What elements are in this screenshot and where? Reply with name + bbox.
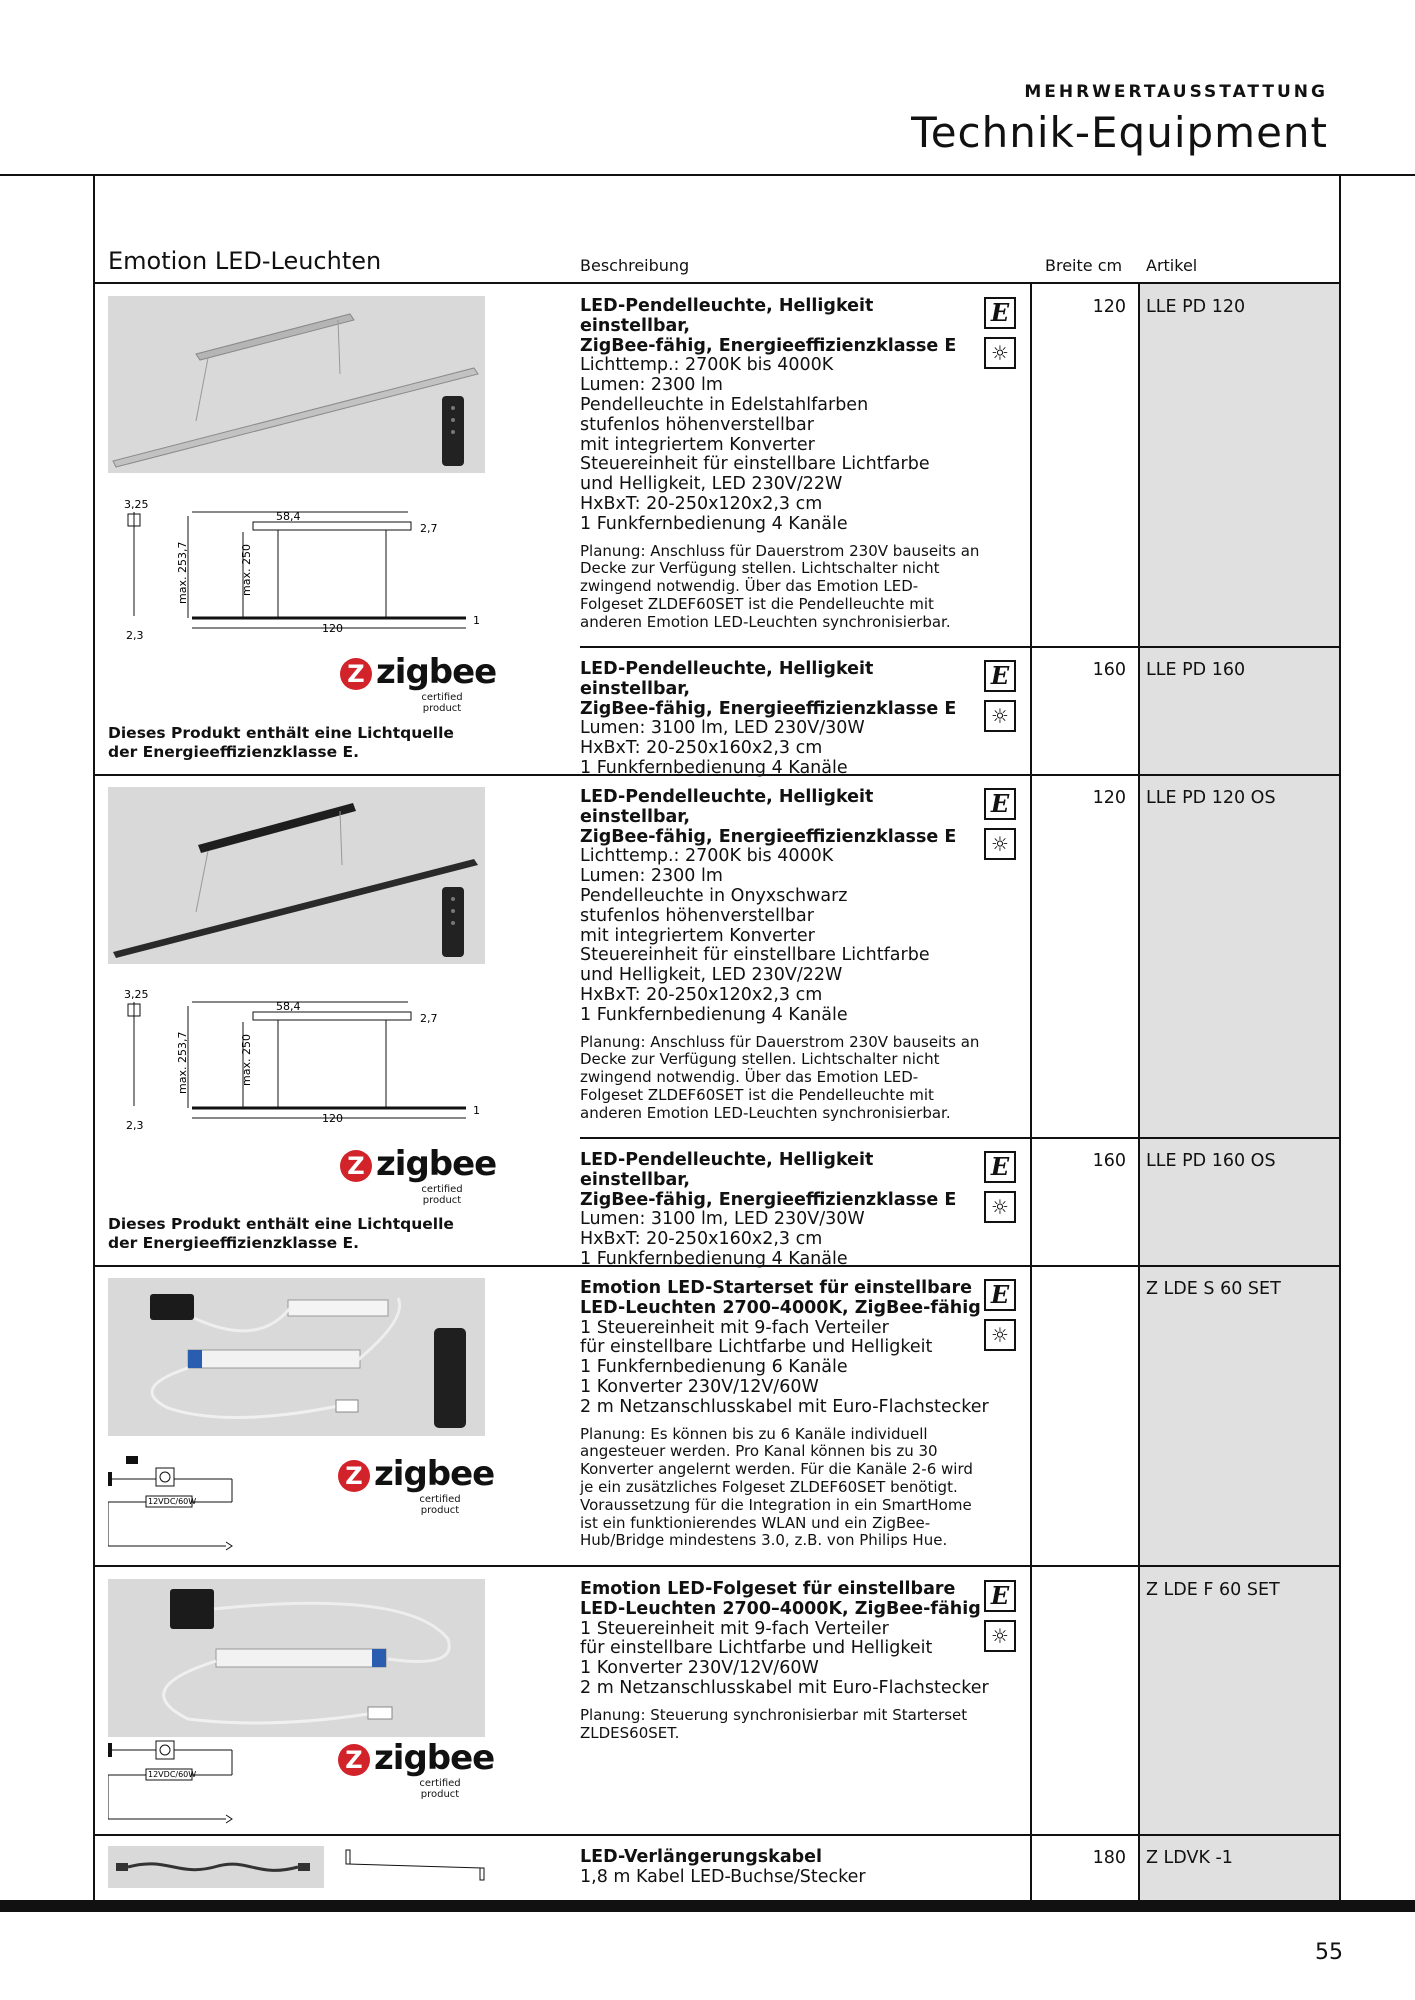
pendant-light-photo (108, 296, 485, 473)
col-header-description: Beschreibung (580, 256, 690, 275)
product-description: LED-Pendelleuchte, Helligkeit einstellbar, ZigBee-fähig, Energieeffizienzklasse E Lichttemp.: 2700K bis 4000K Lumen: 2300 lm Pendelleuchte in Onyxschwarz stufenlos höhenverstellbar mit integriertem Konverter Steuereinheit für einstellbare Lichtfarbe und Helligkeit, LED 230V/22W HxBxT: 20-250x120x2,3 cm 1 Funkfernbedienung 4 Kanäle Planung: Anschluss für Dauerstrom 230V bauseits an Decke zur Verfügung stellen. Lichtschalter nicht zwingend notwendig. Über das Emotion LED-Folgeset ZLDEF60SET ist die Pendelleuchte mit anderen Emotion LED-Leuchten synchronisierbar. (580, 787, 980, 1122)
energy-label-icon: E (984, 1279, 1016, 1311)
article-number: LLE PD 160 OS (1146, 1151, 1276, 1171)
wiring-diagram (108, 1737, 248, 1827)
article-number: Z LDE S 60 SET (1146, 1279, 1281, 1299)
page-title: Technik-Equipment (911, 108, 1328, 157)
light-source-icon: ☼ (984, 828, 1016, 860)
width-value: 160 (1092, 660, 1126, 680)
product-description: Emotion LED-Starterset für einstellbare LED-Leuchten 2700–4000K, ZigBee-fähig 1 Steuereinheit mit 9-fach Verteiler für einstellbare Lichtfarbe und Helligkeit 1 Funkfernbedienung 6 Kanäle 1 Konverter 230V/12V/60W 2 m Netzanschlusskabel mit Euro-Flachstecker Planung: Es können bis zu 6 Kanäle individuell angesteuer werden. Pro Kanal können bis zu 30 Konverter angelernt werden. Für die Kanäle 2-6 wird je ein zusätzliches Folgeset ZLDEF60SET benötigt. Voraussetzung für die Integration in ein SmartHome ist ein funktionierendes WLAN und ein ZigBee-Hub/Bridge mindestens 3.0, z.B. von Philips Hue. (580, 1278, 989, 1550)
zigbee-logo: Z zigbee (338, 1454, 494, 1494)
light-source-icon: ☼ (984, 337, 1016, 369)
zigbee-logo: Z zigbee (340, 652, 496, 692)
light-source-icon: ☼ (984, 1319, 1016, 1351)
light-source-icon: ☼ (984, 700, 1016, 732)
svg-text:3,25: 3,25 (124, 988, 149, 1001)
row-separator (580, 1137, 1340, 1139)
svg-text:max. 250: max. 250 (240, 1034, 253, 1086)
product-description: LED-Pendelleuchte, Helligkeit einstellbar, ZigBee-fähig, Energieeffizienzklasse E Lumen: 3100 lm, LED 230V/30W HxBxT: 20-250x160x2,3 cm 1 Funkfernbedienung 4 Kanäle (580, 659, 957, 778)
cable-drawing (342, 1848, 492, 1888)
light-source-icon: ☼ (984, 1191, 1016, 1223)
pendant-light-photo-black (108, 787, 485, 964)
energy-efficiency-note: Dieses Produkt enthält eine Lichtquelle der Energieeffizienzklasse E. (108, 724, 454, 761)
folgeset-photo (108, 1579, 485, 1737)
row-separator (93, 1834, 1341, 1836)
product-description: Emotion LED-Folgeset für einstellbare LED-Leuchten 2700–4000K, ZigBee-fähig 1 Steuereinheit mit 9-fach Verteiler für einstellbare Lichtfarbe und Helligkeit 1 Konverter 230V/12V/60W 2 m Netzanschlusskabel mit Euro-Flachstecker Planung: Steuerung synchronisierbar mit Starterset ZLDES60SET. (580, 1579, 989, 1742)
svg-text:1: 1 (473, 1104, 480, 1117)
planning-note: Planung: Steuerung synchronisierbar mit Starterset ZLDES60SET. (580, 1705, 968, 1742)
width-value: 180 (1092, 1848, 1126, 1868)
article-number: Z LDE F 60 SET (1146, 1580, 1280, 1600)
planning-note: Planung: Anschluss für Dauerstrom 230V bauseits an Decke zur Verfügung stellen. Lichtschalter nicht zwingend notwendig. Über das Emotion LED-Folgeset ZLDEF60SET ist die Pendelleuchte mit anderen Emotion LED-Leuchten synchronisierbar. (580, 541, 980, 631)
col-header-article: Artikel (1146, 256, 1198, 275)
svg-text:2,3: 2,3 (126, 1119, 144, 1132)
article-number: LLE PD 160 (1146, 660, 1246, 680)
svg-text:120: 120 (322, 622, 343, 635)
width-value: 160 (1092, 1151, 1126, 1171)
svg-text:12VDC/60W: 12VDC/60W (148, 1770, 197, 1779)
footer-bar (0, 1900, 1415, 1912)
product-description: LED-Pendelleuchte, Helligkeit einstellbar, ZigBee-fähig, Energieeffizienzklasse E Lichttemp.: 2700K bis 4000K Lumen: 2300 lm Pendelleuchte in Edelstahlfarben stufenlos höhenverstellbar mit integriertem Konverter Steuereinheit für einstellbare Lichtfarbe und Helligkeit, LED 230V/22W HxBxT: 20-250x120x2,3 cm 1 Funkfernbedienung 4 Kanäle Planung: Anschluss für Dauerstrom 230V bauseits an Decke zur Verfügung stellen. Lichtschalter nicht zwingend notwendig. Über das Emotion LED-Folgeset ZLDEF60SET ist die Pendelleuchte mit anderen Emotion LED-Leuchten synchronisierbar. (580, 296, 980, 631)
section-title: Emotion LED-Leuchten (108, 247, 382, 275)
width-value: 120 (1092, 788, 1126, 808)
planning-note: Planung: Anschluss für Dauerstrom 230V bauseits an Decke zur Verfügung stellen. Lichtschalter nicht zwingend notwendig. Über das Emotion LED-Folgeset ZLDEF60SET ist die Pendelleuchte mit anderen Emotion LED-Leuchten synchronisierbar. (580, 1032, 980, 1122)
article-column-divider (1138, 284, 1140, 1900)
light-source-icon: ☼ (984, 1620, 1016, 1652)
energy-label-icon: E (984, 788, 1016, 820)
header-rule (0, 174, 1415, 176)
article-number: LLE PD 120 OS (1146, 788, 1276, 808)
svg-text:12VDC/60W: 12VDC/60W (148, 1497, 197, 1506)
svg-text:max. 250: max. 250 (240, 544, 253, 596)
article-number: LLE PD 120 (1146, 297, 1246, 317)
svg-text:3,25: 3,25 (124, 498, 149, 511)
table-left-border (93, 176, 95, 1900)
width-column-divider (1030, 284, 1032, 1900)
page-number: 55 (1315, 1940, 1343, 1965)
svg-text:120: 120 (322, 1112, 343, 1125)
energy-efficiency-note: Dieses Produkt enthält eine Lichtquelle der Energieeffizienzklasse E. (108, 1215, 454, 1252)
energy-label-icon: E (984, 297, 1016, 329)
energy-label-icon: E (984, 660, 1016, 692)
svg-text:2,7: 2,7 (420, 522, 438, 535)
svg-text:1: 1 (473, 614, 480, 627)
zigbee-certified-text: certified product (419, 1494, 461, 1516)
svg-text:2,7: 2,7 (420, 1012, 438, 1025)
product-description: LED-Verlängerungskabel 1,8 m Kabel LED-Buchse/Stecker (580, 1847, 866, 1887)
energy-label-icon: E (984, 1151, 1016, 1183)
section-kicker: MEHRWERTAUSSTATTUNG (1024, 82, 1328, 102)
col-header-width: Breite cm (1045, 256, 1123, 275)
dimension-drawing (108, 496, 488, 646)
svg-text:max. 253,7: max. 253,7 (176, 541, 189, 604)
dimension-drawing (108, 986, 488, 1136)
zigbee-certified-text: certified product (421, 692, 463, 714)
svg-text:58,4: 58,4 (276, 1000, 301, 1013)
table-right-border (1339, 176, 1341, 1900)
article-column-bg (1140, 284, 1339, 1900)
zigbee-certified-text: certified product (421, 1184, 463, 1206)
article-number: Z LDVK -1 (1146, 1848, 1233, 1868)
wiring-diagram (108, 1454, 248, 1554)
zigbee-certified-text: certified product (419, 1778, 461, 1800)
svg-text:2,3: 2,3 (126, 629, 144, 642)
header-row-rule (93, 282, 1341, 284)
width-value: 120 (1092, 297, 1126, 317)
zigbee-logo: Z zigbee (340, 1144, 496, 1184)
extension-cable-photo (108, 1846, 324, 1888)
starterset-photo (108, 1278, 485, 1436)
row-separator (580, 646, 1340, 648)
zigbee-logo: Z zigbee (338, 1738, 494, 1778)
planning-note: Planung: Es können bis zu 6 Kanäle individuell angesteuer werden. Pro Kanal können bis zu 30 Konverter angelernt werden. Für die Kanäle 2-6 wird je ein zusätzliches Folgeset ZLDEF60SET benötigt. Voraussetzung für die Integration in ein SmartHome ist ein funktionierendes WLAN und ein ZigBee-Hub/Bridge mindestens 3.0, z.B. von Philips Hue. (580, 1424, 973, 1550)
row-separator (93, 1565, 1341, 1567)
svg-text:max. 253,7: max. 253,7 (176, 1031, 189, 1094)
svg-text:58,4: 58,4 (276, 510, 301, 523)
energy-label-icon: E (984, 1580, 1016, 1612)
product-description: LED-Pendelleuchte, Helligkeit einstellbar, ZigBee-fähig, Energieeffizienzklasse E Lumen: 3100 lm, LED 230V/30W HxBxT: 20-250x160x2,3 cm 1 Funkfernbedienung 4 Kanäle (580, 1150, 957, 1269)
